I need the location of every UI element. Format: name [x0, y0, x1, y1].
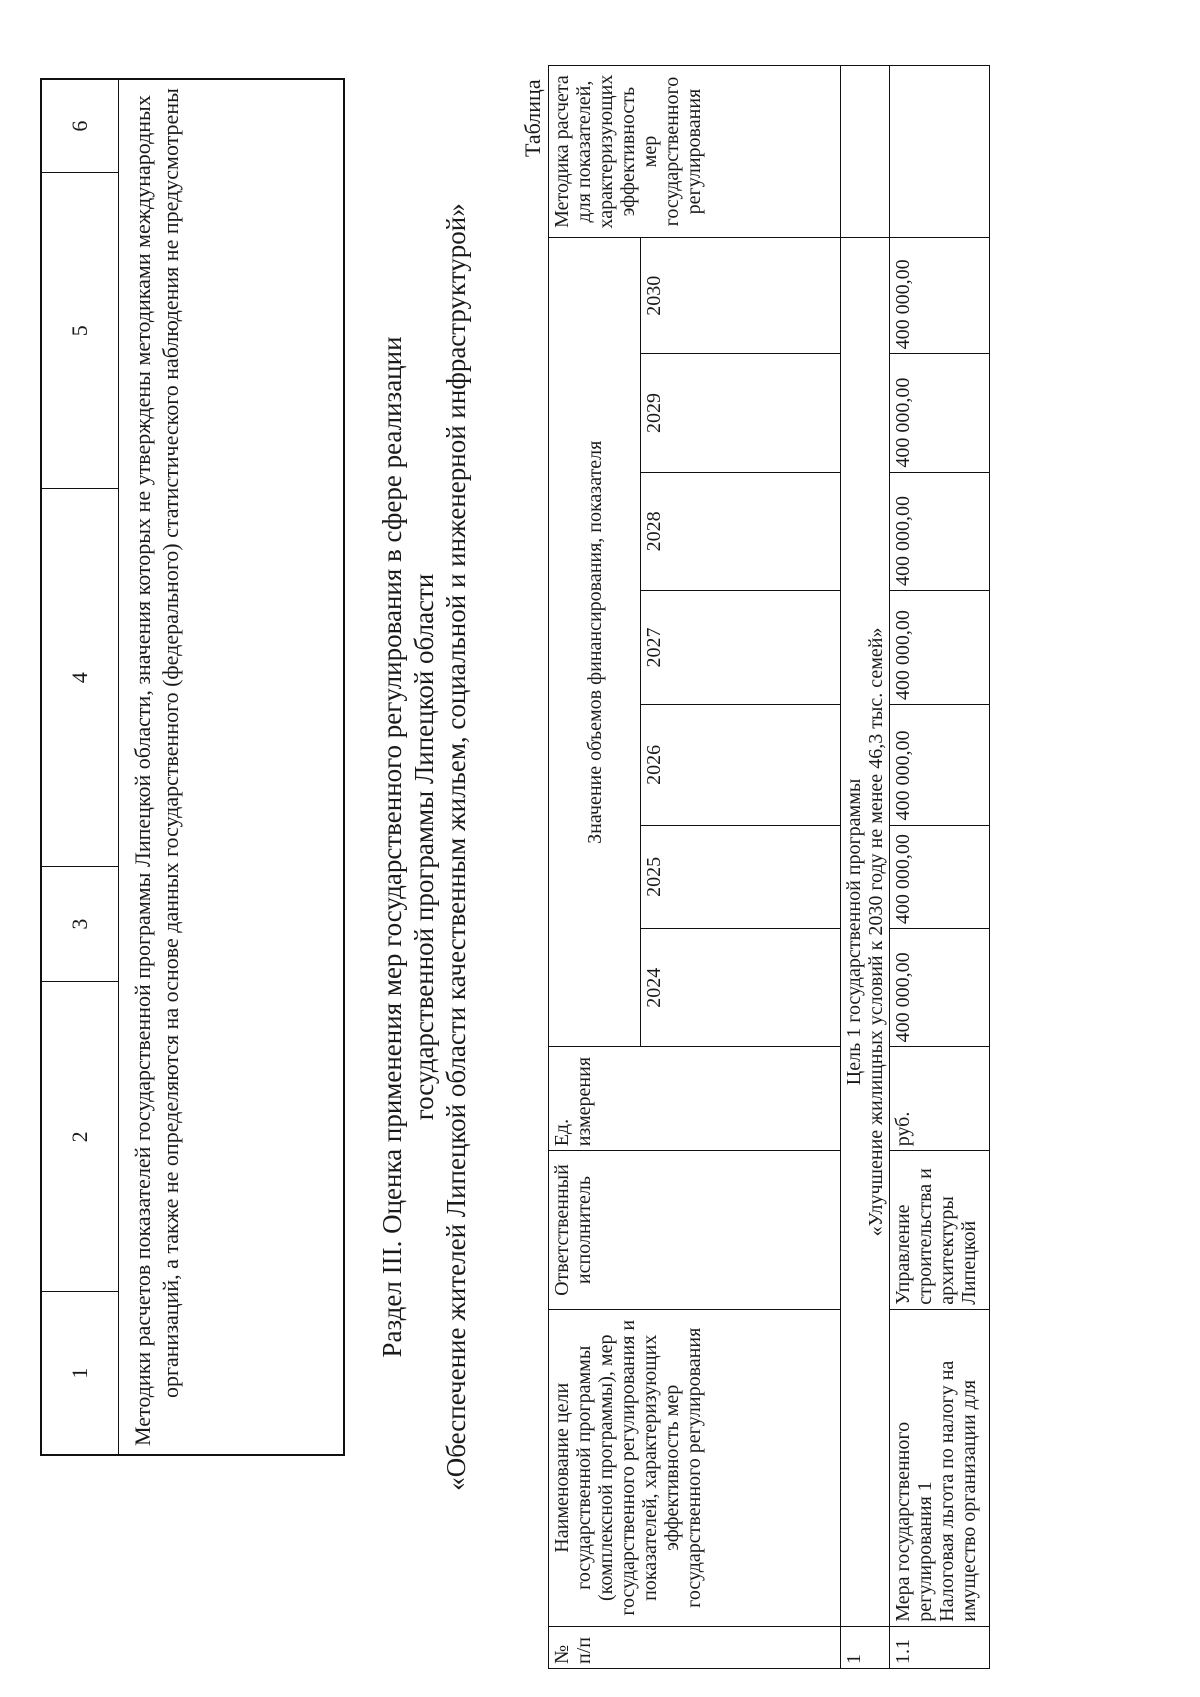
- row-value: 400 000,00: [890, 705, 990, 825]
- header-year: 2026: [641, 705, 841, 825]
- header-year: 2025: [641, 825, 841, 929]
- header-values-group: Значение объемов финансирования, показателя: [549, 238, 641, 1047]
- row-name: [890, 1309, 990, 1626]
- row-num: 1.1: [890, 1626, 990, 1668]
- header-executor: Ответственный исполнитель: [549, 1151, 841, 1309]
- goal-subtitle: «Улучшение жилищных условий к 2030 году не менее 46,3 тыс. семей»: [865, 627, 887, 1237]
- methods-table: [40, 78, 345, 1456]
- methods-note: [119, 79, 345, 1455]
- row-executor-line: Управление: [892, 1204, 914, 1305]
- header-year: 2029: [641, 354, 841, 472]
- header-name: Наименование цели государственной программы (комплексной программы), мер государственного регулирования и показателей, характеризующих эффективность мер государственного регулирования: [549, 1309, 841, 1626]
- row-name-line: Налоговая льгота по налогу на: [936, 1360, 958, 1622]
- header-method: Методика расчета для показателей, характеризующих эффективность мер государственного регулирования: [549, 66, 841, 238]
- header-year: 2027: [641, 590, 841, 704]
- row-executor-line: строительства и: [914, 1168, 936, 1305]
- table-caption: Таблица: [520, 79, 545, 157]
- row-value: 400 000,00: [890, 472, 990, 590]
- col-header: 1: [41, 1292, 119, 1455]
- row-value: 400 000,00: [890, 929, 990, 1047]
- row-value: 400 000,00: [890, 354, 990, 472]
- row-value: 400 000,00: [890, 238, 990, 354]
- row-name-line: Мера государственного: [892, 1421, 914, 1622]
- methods-note-line: Методики расчетов показателей государственной программы Липецкой области, значения которых не утверждены методиками международных: [130, 95, 155, 1446]
- row-name-line: регулирования 1: [914, 1481, 936, 1622]
- methods-note-line: организаций, а также не определяются на основе данных государственного (федерального) статистического наблюдения не предусмотрены: [158, 88, 183, 1398]
- regulation-table: [548, 65, 990, 1669]
- goal-title: Цель 1 государственной программы: [843, 778, 865, 1086]
- heading-line: «Обеспечение жителей Липецкой области качественным жильем, социальной и инженерной инфраструктурой»: [441, 203, 471, 1491]
- row-method: [890, 66, 990, 238]
- header-year: 2028: [641, 472, 841, 590]
- row-value: 400 000,00: [890, 825, 990, 929]
- row-name-line: имущество организации для: [958, 1379, 980, 1622]
- section-heading: [376, 197, 472, 1497]
- row-executor-line: Липецкой: [958, 1220, 980, 1305]
- col-header: 3: [41, 866, 119, 982]
- header-year: 2024: [641, 929, 841, 1047]
- row-unit: руб.: [890, 1047, 990, 1151]
- row-value: 400 000,00: [890, 590, 990, 704]
- col-header: 4: [41, 489, 119, 866]
- header-num: № п/п: [549, 1626, 841, 1668]
- heading-line: государственной программы Липецкой области: [409, 573, 439, 1121]
- col-header: 6: [41, 79, 119, 173]
- heading-line: Раздел III. Оценка применения мер государственного регулирования в сфере реализации: [377, 336, 407, 1358]
- header-year: 2030: [641, 238, 841, 354]
- header-unit: Ед. измерения: [549, 1047, 841, 1151]
- col-header: 5: [41, 173, 119, 489]
- row-executor: [890, 1151, 990, 1309]
- goal-num: 1: [841, 1626, 890, 1668]
- goal-method-cell: [841, 66, 890, 238]
- goal-cell: [841, 238, 890, 1627]
- table-row: [890, 66, 990, 1669]
- row-executor-line: архитектуры: [936, 1196, 958, 1305]
- col-header: 2: [41, 982, 119, 1292]
